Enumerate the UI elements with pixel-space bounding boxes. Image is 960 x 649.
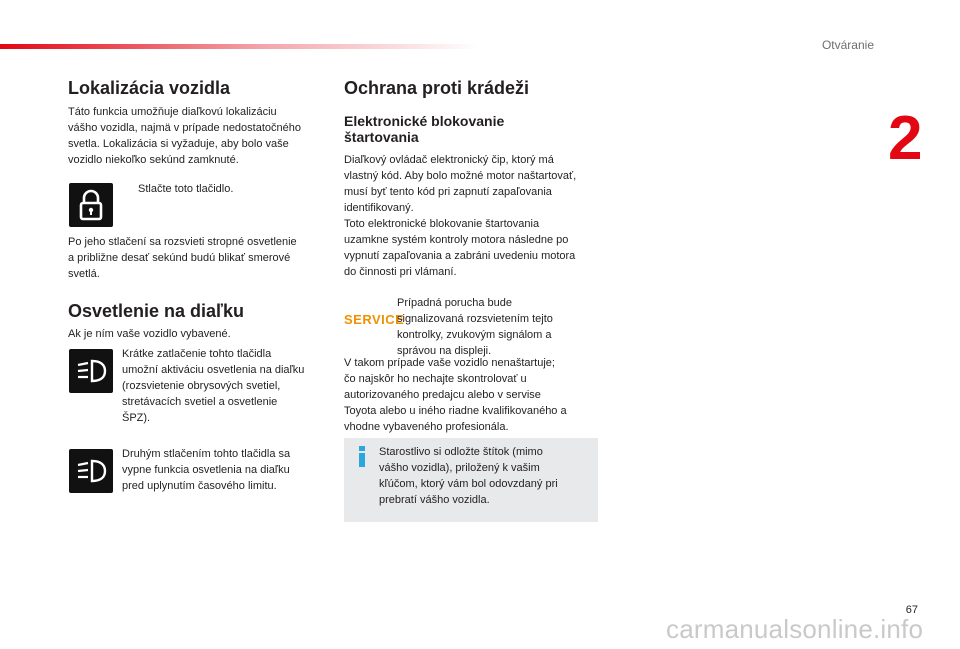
action-line: V takom prípade vaše vozidlo nenaštartuje; [344, 357, 555, 369]
chapter-number: 2 [888, 104, 923, 173]
activate-line: Krátke zatlačenie tohto tlačidla [122, 348, 272, 360]
locate-result [68, 234, 330, 282]
action-line: čo najskôr ho nechajte skontrolovať u [344, 373, 527, 385]
info-line: Starostlivo si odložte štítok (mimo [379, 446, 543, 458]
immobiliser-subtitle [344, 113, 604, 145]
locate-intro-line: vozidlo niekoľko sekúnd zamknuté. [68, 154, 239, 166]
body-line: Toto elektronické blokovanie štartovania [344, 218, 540, 230]
immobiliser-body [344, 152, 606, 280]
deactivate-line: Druhým stlačením tohto tlačidla sa [122, 448, 291, 460]
locate-intro-line: vášho vozidla, najmä v prípade nedostatočného [68, 122, 301, 134]
follow-me-intro [68, 326, 330, 342]
locate-intro [68, 104, 330, 168]
headlamp-icon [69, 349, 113, 393]
body-line: do činnosti pri vlámaní. [344, 266, 457, 278]
action-line: Toyota alebo u iného riadne kvalifikovaného a [344, 405, 567, 417]
info-icon [358, 446, 368, 470]
follow-me-title: Osvetlenie na diaľku [68, 301, 245, 321]
locate-instruction [124, 181, 324, 197]
deactivate-line: pred uplynutím časového limitu. [122, 480, 277, 492]
locate-section [68, 78, 328, 99]
activate-line: ŠPZ). [122, 412, 151, 424]
body-line: vlastný kód. Aby bolo možné motor naštartovať, [344, 170, 577, 182]
activate-line: umožní aktiváciu osvetlenia na diaľku [122, 364, 305, 376]
locate-title: Lokalizácia vozidla [68, 78, 231, 98]
activate-line: stretávacích svetiel a osvetlenie [122, 396, 278, 408]
fault-line: kontrolky, zvukovým signálom a [397, 329, 552, 341]
action-text [344, 355, 606, 435]
body-line: Diaľkový ovládač elektronický čip, ktorý má [344, 154, 554, 166]
follow-me-section [68, 301, 328, 322]
follow-me-deactivate [122, 446, 328, 494]
service-warning-icon: SERVICE [344, 312, 405, 327]
fault-line: správou na displeji. [397, 345, 492, 357]
follow-me-intro-text: Ak je ním vaše vozidlo vybavené. [68, 328, 231, 340]
deactivate-line: vypne funkcia osvetlenia na diaľku [122, 464, 290, 476]
info-note [344, 438, 598, 522]
info-line: vášho vozidla), priložený k vašim [379, 462, 540, 474]
body-line: identifikovaný. [344, 202, 414, 214]
headlamp-icon [69, 449, 113, 493]
anti-theft-section [344, 78, 604, 99]
body-line: vypnutí zapaľovania a zabráni uvedeniu motora [344, 250, 576, 262]
page-number: 67 [905, 604, 918, 616]
follow-me-activate [122, 346, 328, 426]
locate-result-line: a približne desať sekúnd budú blikať smerové [68, 252, 291, 264]
locate-intro-line: svetla. Lokalizácia si vyžaduje, aby bolo vaše [68, 138, 289, 150]
locate-result-line: Po jeho stlačení sa rozsvieti stropné osvetlenie [68, 236, 297, 248]
fault-line: Prípadná porucha bude [397, 297, 512, 309]
header-gradient-bar [0, 44, 480, 49]
fault-line: signalizovaná rozsvietením tejto [397, 313, 553, 325]
locate-intro-line: Táto funkcia umožňuje diaľkovú lokalizáciu [68, 106, 277, 118]
action-line: autorizovaného predajcu alebo v servise [344, 389, 541, 401]
subtitle-line: Elektronické blokovanie [344, 113, 505, 129]
subtitle-line: štartovania [344, 129, 419, 145]
info-line: kľúčom, ktorý vám bol odovzdaný pri [379, 478, 558, 490]
info-line: prebratí vášho vozidla. [379, 494, 490, 506]
locate-result-line: svetlá. [68, 268, 100, 280]
section-title: Otváranie [821, 38, 874, 52]
activate-line: (rozsvietenie obrysových svetiel, [122, 380, 281, 392]
anti-theft-title: Ochrana proti krádeži [344, 78, 530, 98]
body-line: uzamkne systém kontroly motora následne po [344, 234, 569, 246]
watermark-link[interactable]: carmanualsonline.info [666, 614, 924, 644]
body-line: musí byť tento kód pri zapnutí zapaľovania [344, 186, 552, 198]
info-text [379, 444, 593, 508]
lock-icon [69, 183, 113, 227]
instruction-text: Stlačte toto tlačidlo. [138, 183, 234, 195]
fault-text [397, 295, 607, 359]
action-line: vhodne vybaveného profesionála. [344, 421, 509, 433]
